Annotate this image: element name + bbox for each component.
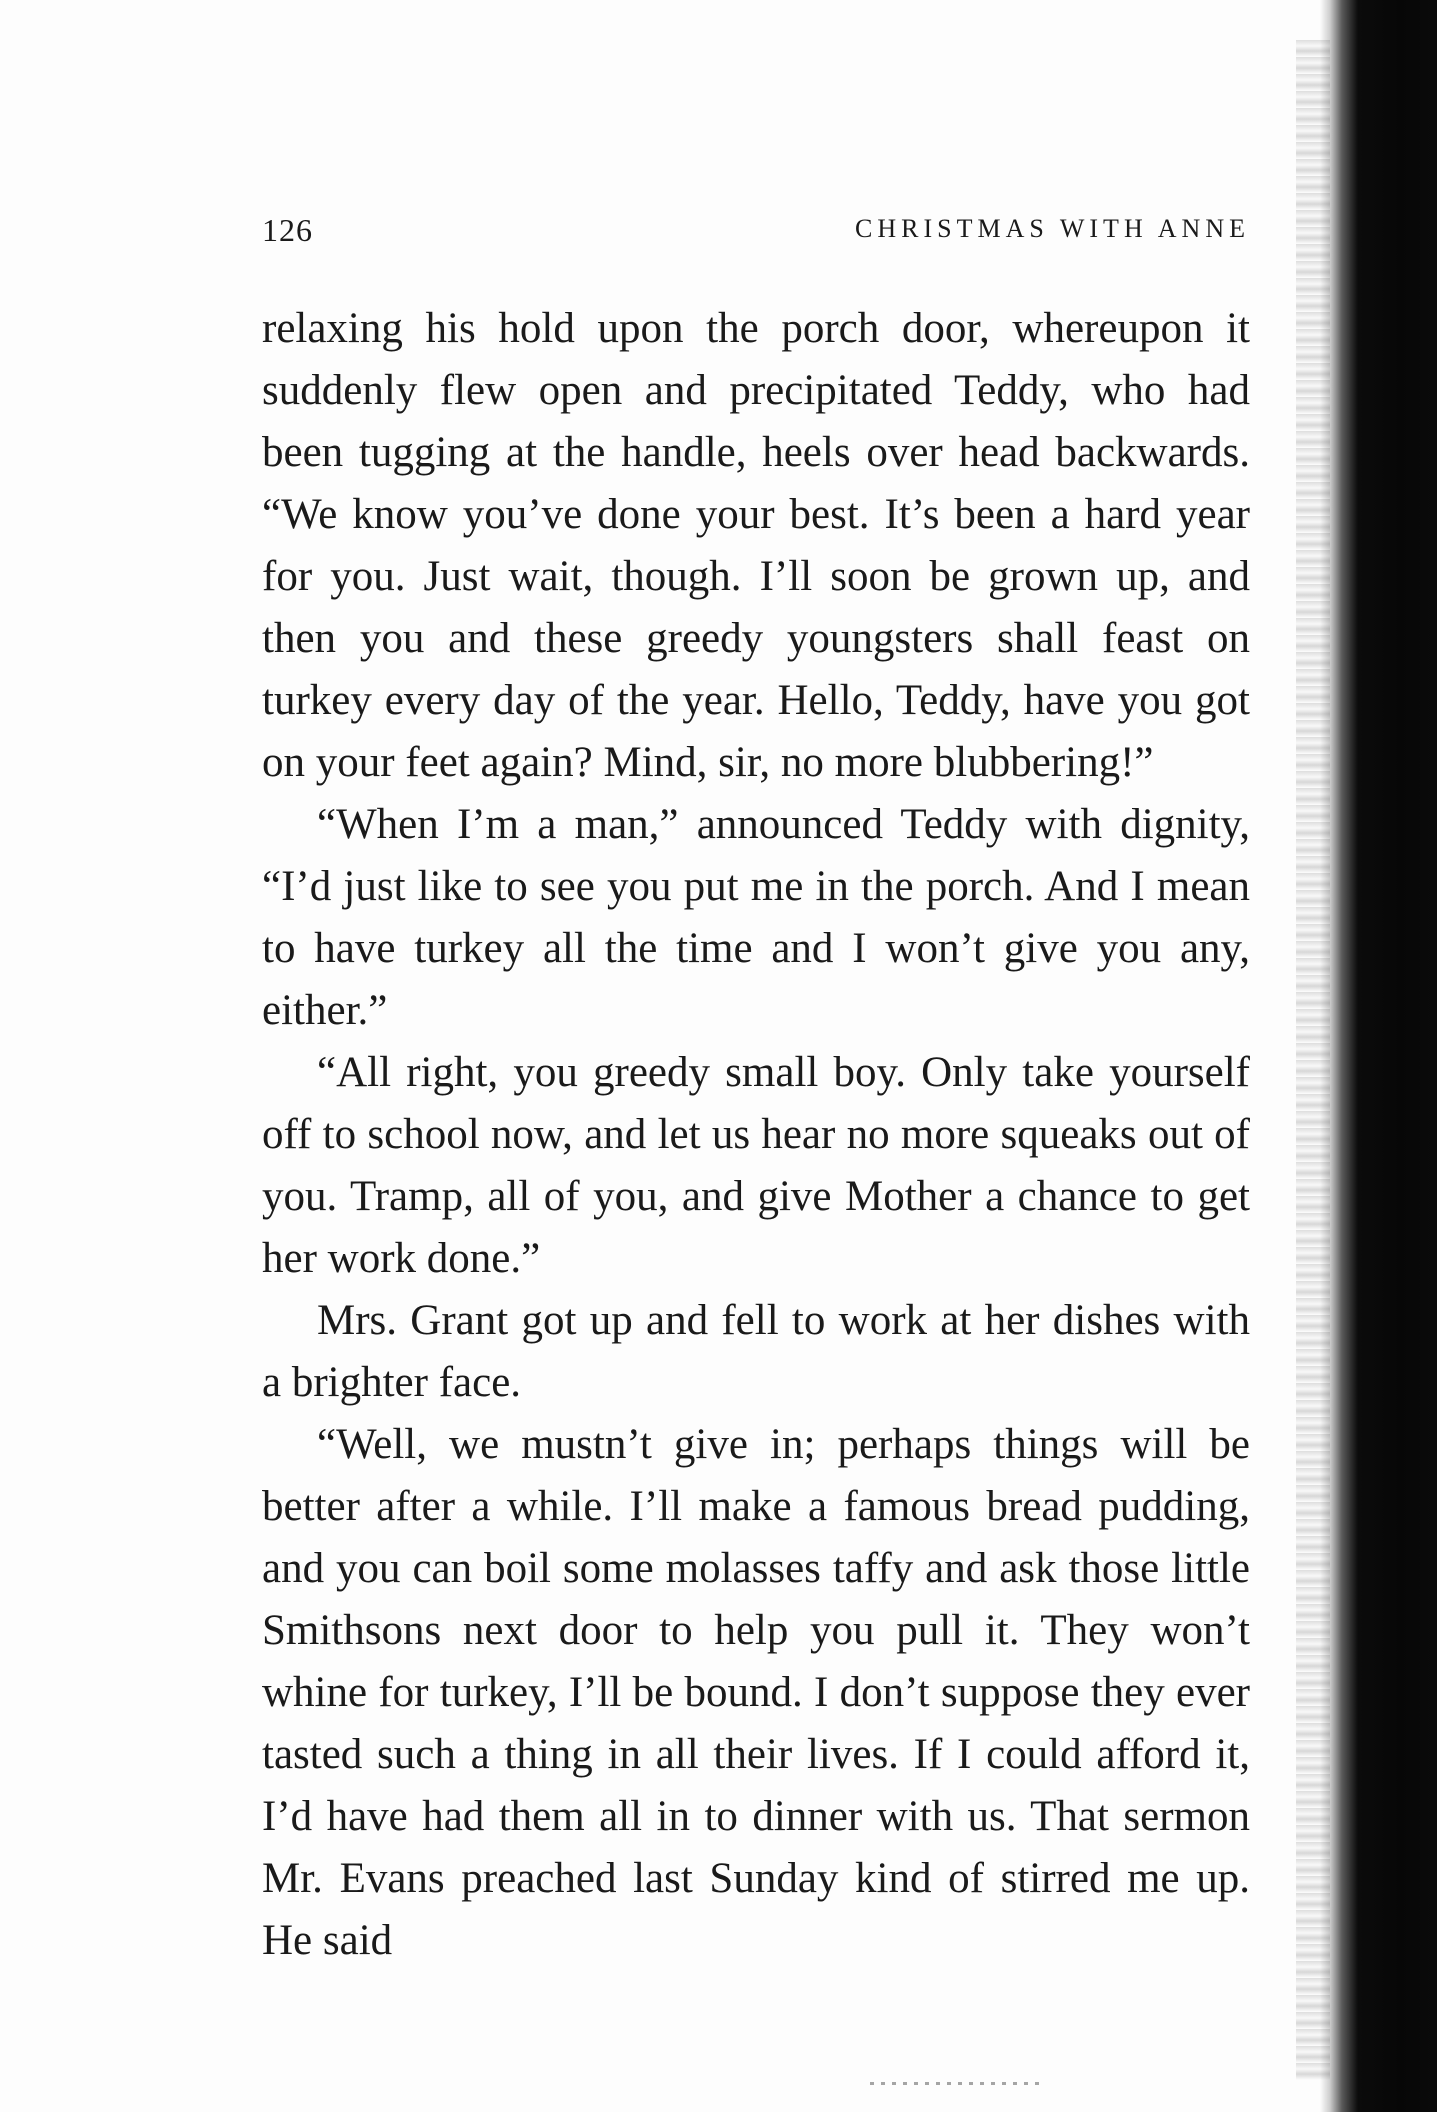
scan-binding-edge	[1320, 0, 1437, 2112]
running-head: CHRISTMAS WITH ANNE	[855, 214, 1250, 243]
page-header	[262, 212, 1250, 252]
paragraph: “When I’m a man,” announced Teddy with dignity, “I’d just like to see you put me in the porch. And I mean to have turkey all the time and I won’t give you any, either.”	[262, 801, 1250, 1034]
paragraph: Mrs. Grant got up and fell to work at her dishes with a brighter face.	[262, 1297, 1250, 1406]
paragraph: “Well, we mustn’t give in; perhaps things will be better after a while. I’ll make a famous bread pudding, and you can boil some molasses taffy and ask those little Smithsons next door to help you pull it. They won’t whine for turkey, I’ll be bound. I don’t suppose they ever tasted such a thing in all their lives. If I could afford it, I’d have had them all in to dinner with us. That sermon Mr. Evans preached last Sunday kind of stirred me up. He said	[262, 1421, 1250, 1964]
page-number: 126	[262, 212, 313, 248]
scan-bottom-specks	[870, 2082, 1040, 2085]
paragraph: relaxing his hold upon the porch door, whereupon it suddenly flew open and precipitated Teddy, who had been tugging at the handle, heels over head backwards. “We know you’ve done your best. It’s been a hard year for you. Just wait, though. I’ll soon be grown up, and then you and these greedy youngsters shall feast on turkey every day of the year. Hello, Teddy, have you got on your feet again? Mind, sir, no more blubbering!”	[262, 305, 1250, 786]
body-text	[262, 298, 1250, 1972]
paragraph: “All right, you greedy small boy. Only take yourself off to school now, and let us hear no more squeaks out of you. Tramp, all of you, and give Mother a chance to get her work done.”	[262, 1049, 1250, 1282]
